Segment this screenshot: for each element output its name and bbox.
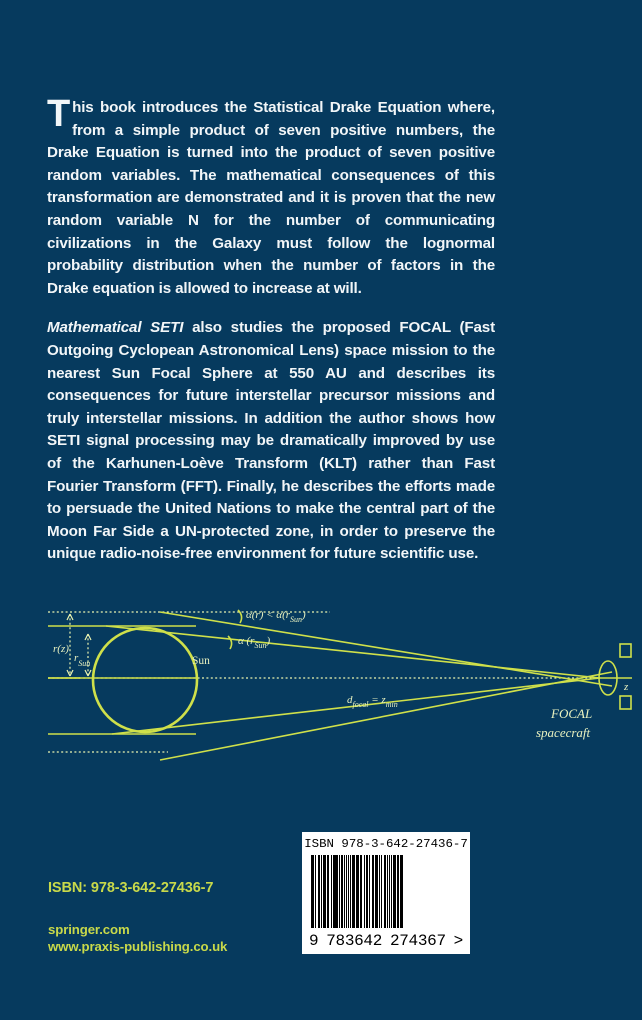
isbn-barcode [302,832,470,954]
drop-cap-letter: T [47,93,71,135]
refracted-ray-bottom-outer [160,672,612,760]
barcode-group-1: 783642 [326,932,383,950]
focal-sphere-diagram [0,592,642,792]
blurb-text-block [47,93,495,566]
book-title-italic: Mathematical SETI [47,319,184,337]
barcode-digits [302,932,470,950]
label-d-focal: $d_{focal} = z_{min}$ [347,694,398,709]
sun-circle [93,628,197,732]
label-r-sun: $r_{Sun}$ [74,652,91,668]
label-r-of-z: r(z) [53,643,69,655]
label-alpha-compare: $\alpha(r) < \alpha(r_{Sun})$ [246,609,306,624]
angle-marker-lower [228,636,232,649]
blurb-paragraph-2-text: also studies the proposed FOCAL (Fast Outgoing Cyclopean Astronomical Lens) space mission to the nearest Sun Focal Sphere at 550 AU and describes its consequences for future interstellar precursor missions and truly interstellar missions. In addition the author shows how SETI signal processing may be dramatically improved by use of the Karhunen-Loève Transform (KLT) rather than Fast Fourier Transform (FFT). Finally, he describes the efforts made to persuade the United Nations to make the central part of the Moon Far Side a UN-protected zone, in order to preserve the unique radio-noise-free environment for future scientific use. [47,319,495,563]
blurb-paragraph-2 [47,317,495,566]
focal-spacecraft-icon [599,644,632,709]
isbn-text: ISBN: 978-3-642-27436-7 [48,880,214,896]
label-alpha-sun: α $(r_{Sun})$ [238,635,271,650]
barcode-bars [311,855,461,928]
blurb-paragraph-1-text: his book introduces the Statistical Drake Equation where, from a simple product of seven positive numbers, the Drake Equation is turned into the product of seven positive random variables. The mathematical consequences of this transformation are demonstrated and it is proven that the new random variable N for the number of communicating civilizations in the Galaxy must follow the lognormal probability distribution when the number of factors in the Drake equation is allowed to increase at will. [47,99,495,297]
refracted-ray-top-outer [160,612,612,686]
spacecraft-solar-panel-bottom [620,696,631,709]
label-sun: Sun [192,655,210,667]
barcode-bar [403,855,404,928]
barcode-terminator: > [453,932,463,950]
praxis-url[interactable]: www.praxis-publishing.co.uk [48,938,228,954]
publisher-urls [48,922,227,955]
z-axis-label: z [624,681,629,693]
springer-url[interactable]: springer.com [48,922,130,937]
label-spacecraft-word: spacecraft [536,725,591,740]
barcode-group-2: 274367 [389,932,446,950]
barcode-left-digit: 9 [309,932,319,950]
refracted-ray-top-inner [106,626,600,678]
spacecraft-solar-panel-top [620,644,631,657]
label-spacecraft-focal: FOCAL [551,706,593,721]
blurb-paragraph-1 [47,93,495,300]
barcode-isbn-caption: ISBN 978-3-642-27436-7 [304,837,468,851]
